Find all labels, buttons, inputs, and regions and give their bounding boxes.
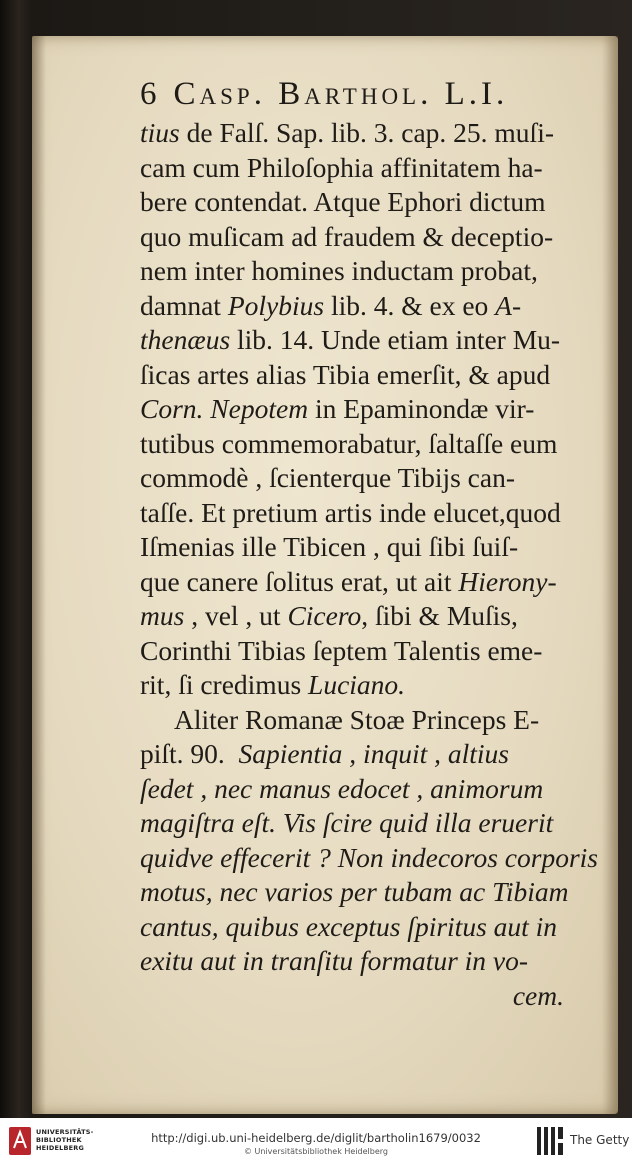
running-title: Casp. Barthol. L.I. [173, 76, 509, 112]
paragraph-start-line [140, 703, 602, 738]
text-line-roman: cam cum Philoſophia affinitatem ha- [140, 151, 543, 183]
text-line [140, 358, 602, 393]
text-line-italic: A- [495, 289, 522, 321]
text-line [140, 496, 602, 531]
text-line-italic: motus, nec varios per tubam ac Tibiam [140, 876, 569, 907]
text-line [140, 737, 602, 772]
text-line-roman: , ſibi & Muſis, [361, 600, 518, 631]
page-number: 6 [140, 76, 160, 112]
permalink-url[interactable]: http://digi.ub.uni-heidelberg.de/diglit/bartholin1679/0032 [151, 1131, 481, 1145]
gutter-shadow [32, 36, 46, 1114]
text-line-roman: lib. 14. Unde etiam inter Mu- [230, 324, 561, 355]
text-line [140, 841, 602, 876]
text-line-roman: ſicas artes alias Tibia emerſit, & apud [140, 358, 551, 390]
text-line-roman: quo muſicam ad fraudem & deceptio- [140, 220, 554, 252]
text-line-roman: bere contendat. Atque Ephori dictum [140, 186, 546, 217]
text-line-italic: quidve effecerit ? Non indecoros corporis [140, 841, 598, 873]
text-line-roman: tutibus commemorabatur, ſaltaſſe eum [140, 427, 558, 459]
text-line-italic: ſedet , nec manus edocet , animorum [140, 772, 544, 804]
viewer-footer [0, 1118, 632, 1165]
text-line-italic: Polybius [227, 289, 325, 321]
text-line [140, 530, 602, 565]
text-line [140, 323, 602, 358]
catchword-line [140, 979, 602, 1014]
text-line-italic: thenæus [140, 324, 231, 355]
text-line-roman: piſt. 90. [140, 738, 225, 769]
text-line-roman: Iſmenias ille Tibicen , qui ſibi ſuiſ- [140, 531, 519, 562]
text-line [140, 220, 602, 255]
sponsor-name: The Getty [570, 1133, 630, 1147]
text-line-roman: Aliter Romanæ Stoæ Princeps E- [174, 703, 540, 735]
text-line [140, 910, 602, 945]
text-line-italic: mus [140, 600, 185, 631]
text-line-roman: damnat [140, 289, 228, 321]
text-line-roman: Corinthi Tibias ſeptem Talentis eme- [140, 634, 543, 666]
text-line-italic: Sapientia , inquit , altius [238, 738, 509, 769]
text-line [140, 151, 602, 186]
text-line [140, 427, 602, 462]
text-line-roman: in Epaminondæ vir- [308, 393, 535, 424]
text-line-roman: que canere ſolitus erat, ut ait [140, 565, 459, 597]
text-line [140, 116, 602, 151]
text-line [140, 875, 602, 910]
text-line [140, 289, 602, 324]
text-line [140, 185, 602, 220]
text-line-italic: exitu aut in tranſitu formatur in vo- [140, 945, 529, 976]
text-line-italic: Cicero [287, 600, 362, 631]
text-line [140, 565, 602, 600]
getty-logo-icon [534, 1124, 566, 1158]
text-line [140, 944, 602, 979]
text-line-italic: cantus, quibus exceptus ſpiritus aut in [140, 910, 558, 942]
text-line-italic: Corn. Nepotem [140, 393, 309, 424]
copyright-notice: © Universitätsbibliothek Heidelberg [243, 1147, 388, 1156]
catchword: cem. [512, 979, 564, 1011]
text-line-roman: nem inter homines inductam probat, [140, 255, 538, 286]
page-text [140, 116, 602, 1013]
text-line-roman: lib. 4. & ex eo [324, 289, 496, 321]
university-name-line: HEIDELBERG [36, 1144, 85, 1152]
text-line-roman: de Falſ. Sap. lib. 3. cap. 25. muſi- [179, 117, 554, 148]
text-line-italic: Luciano. [308, 669, 406, 700]
text-line [140, 254, 602, 289]
text-line-italic: Hierony- [458, 565, 557, 597]
text-line-roman: taſſe. Et pretium artis inde elucet,quod [140, 496, 561, 528]
text-line-roman: rit, ſi credimus [140, 669, 309, 700]
university-name-line: UNIVERSITÄTS- [36, 1128, 94, 1136]
text-line-roman: commodè , ſcienterque Tibijs can- [140, 462, 515, 493]
university-name-line: BIBLIOTHEK [36, 1136, 82, 1144]
page-edge [602, 36, 618, 1114]
text-line [140, 392, 602, 427]
page-header [140, 76, 570, 116]
text-line [140, 599, 602, 634]
text-line [140, 634, 602, 669]
text-line [140, 772, 602, 807]
text-line [140, 806, 602, 841]
text-line-italic: tius [140, 117, 180, 148]
text-line-roman: , vel , ut [184, 600, 288, 631]
text-line-italic: magiſtra eſt. Vis ſcire quid illa eruerit [140, 807, 554, 838]
text-line [140, 461, 602, 496]
text-line [140, 668, 602, 703]
